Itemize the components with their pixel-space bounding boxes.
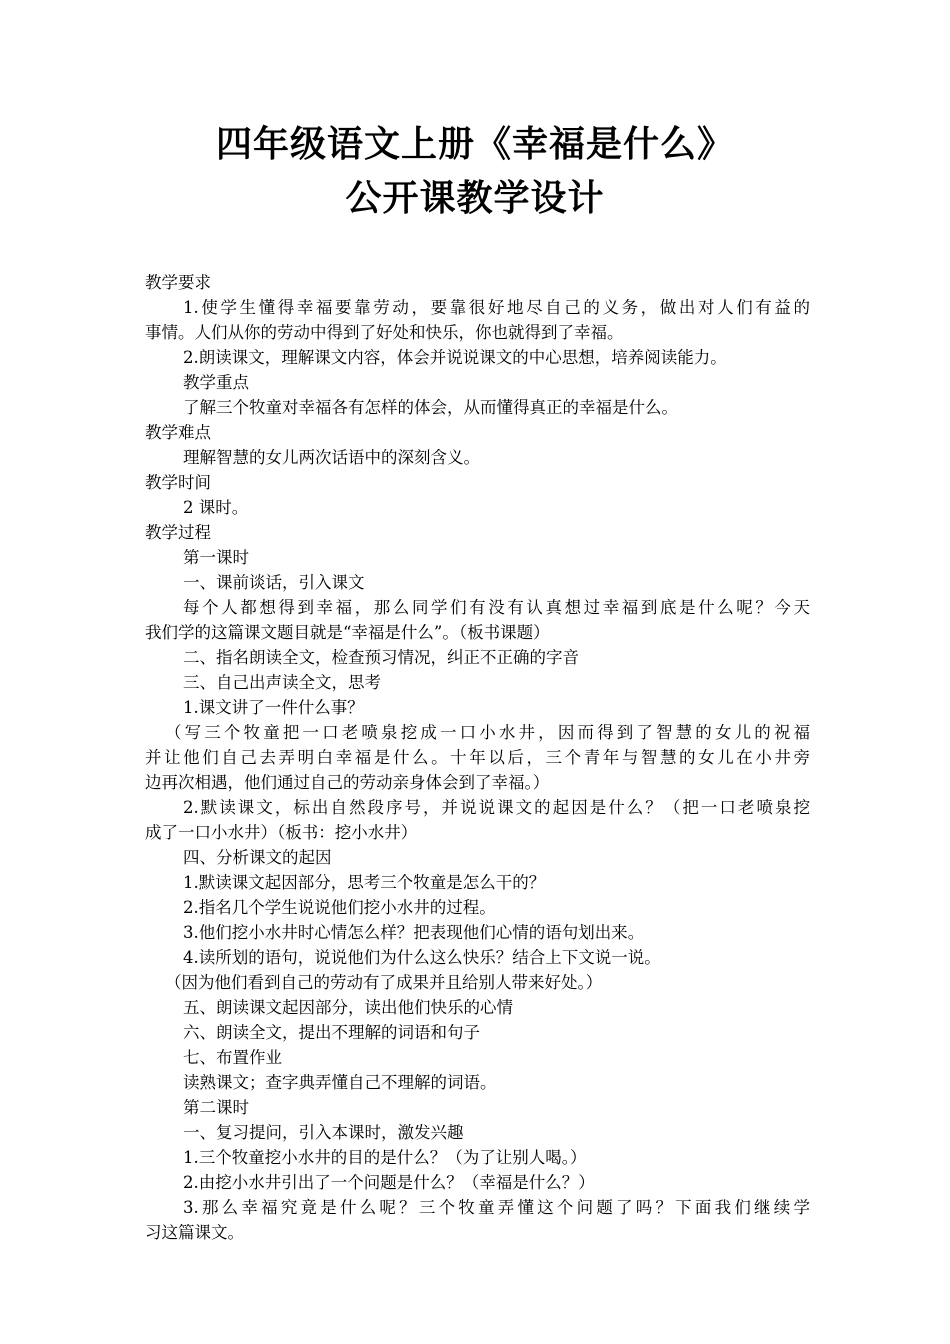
paragraph-line: 1.使学生懂得幸福要靠劳动，要靠很好地尽自己的义务，做出对人们有益的 — [183, 298, 810, 317]
lesson-heading-first: 第一课时 — [183, 548, 249, 567]
paragraph-line: 每个人都想得到幸福，那么同学们有没有认真想过幸福到底是什么呢？今天 — [183, 598, 810, 617]
section-heading-difficulties: 教学难点 — [145, 423, 211, 442]
lesson-heading-second: 第二课时 — [183, 1098, 249, 1117]
paragraph-line: 2.默读课文，标出自然段序号，并说说课文的起因是什么？（把一口老喷泉挖 — [183, 798, 810, 817]
section-heading-key-points: 教学重点 — [183, 373, 249, 392]
paragraph-line: 读熟课文；查字典弄懂自己不理解的词语。 — [183, 1073, 497, 1092]
paragraph-line: 2 课时。 — [183, 498, 249, 517]
paragraph-line: 1.默读课文起因部分，思考三个牧童是怎么干的？ — [183, 873, 546, 892]
paragraph-line: 边再次相遇，他们通过自己的劳动亲身体会到了幸福。） — [145, 773, 550, 792]
document-title — [0, 118, 950, 226]
paragraph-line: 理解智慧的女儿两次话语中的深刻含义。 — [183, 448, 480, 467]
document-body — [145, 270, 810, 1245]
paragraph-line: 2.由挖小水井引出了一个问题是什么？（幸福是什么？） — [183, 1173, 595, 1192]
paragraph-line: 事情。人们从你的劳动中得到了好处和快乐，你也就得到了幸福。 — [145, 323, 624, 342]
paragraph-line: 2.朗读课文，理解课文内容，体会并说说课文的中心思想，培养阅读能力。 — [183, 348, 727, 367]
paragraph-line: 习这篇课文。 — [145, 1223, 244, 1242]
paragraph-line: 四、分析课文的起因 — [183, 848, 332, 867]
section-heading-time: 教学时间 — [145, 473, 211, 492]
paragraph-line: 3.那么幸福究竟是什么呢？三个牧童弄懂这个问题了吗？下面我们继续学 — [183, 1198, 810, 1217]
paragraph-line: 我们学的这篇课文题目就是“幸福是什么”。（板书课题） — [145, 623, 550, 642]
paragraph-line: 二、指名朗读全文，检查预习情况，纠正不正确的字音 — [183, 648, 579, 667]
paragraph-line: 成了一口小水井）（板书：挖小水井） — [145, 823, 418, 842]
paragraph-line: 五、朗读课文起因部分，读出他们快乐的心情 — [183, 998, 513, 1017]
paragraph-line: （因为他们看到自己的劳动有了成果并且给别人带来好处。） — [165, 973, 603, 992]
paragraph-line: 2.指名几个学生说说他们挖小水井的过程。 — [183, 898, 496, 917]
title-line-2: 公开课教学设计 — [345, 178, 605, 219]
paragraph-line: 3.他们挖小水井时心情怎么样？把表现他们心情的语句划出来。 — [183, 923, 645, 942]
paragraph-line: （写三个牧童把一口老喷泉挖成一口小水井，因而得到了智慧的女儿的祝福 — [165, 723, 810, 742]
paragraph-line: 七、布置作业 — [183, 1048, 282, 1067]
paragraph-line: 4.读所划的语句，说说他们为什么这么快乐？结合上下文说一说。 — [183, 948, 661, 967]
paragraph-line: 一、复习提问，引入本课时，激发兴趣 — [183, 1123, 464, 1142]
paragraph-line: 1.三个牧童挖小水井的目的是什么？（为了让别人喝。） — [183, 1148, 587, 1167]
paragraph-line: 三、自己出声读全文，思考 — [183, 673, 381, 692]
paragraph-line: 一、课前谈话，引入课文 — [183, 573, 365, 592]
section-heading-process: 教学过程 — [145, 523, 211, 542]
paragraph-line: 1.课文讲了一件什么事？ — [183, 698, 364, 717]
paragraph-line: 并让他们自己去弄明白幸福是什么。十年以后，三个青年与智慧的女儿在小井旁 — [145, 748, 810, 767]
title-line-1: 四年级语文上册《幸福是什么》 — [215, 124, 734, 165]
section-heading-requirements: 教学要求 — [145, 273, 211, 292]
paragraph-line: 了解三个牧童对幸福各有怎样的体会，从而懂得真正的幸福是什么。 — [183, 398, 678, 417]
paragraph-line: 六、朗读全文，提出不理解的词语和句子 — [183, 1023, 480, 1042]
